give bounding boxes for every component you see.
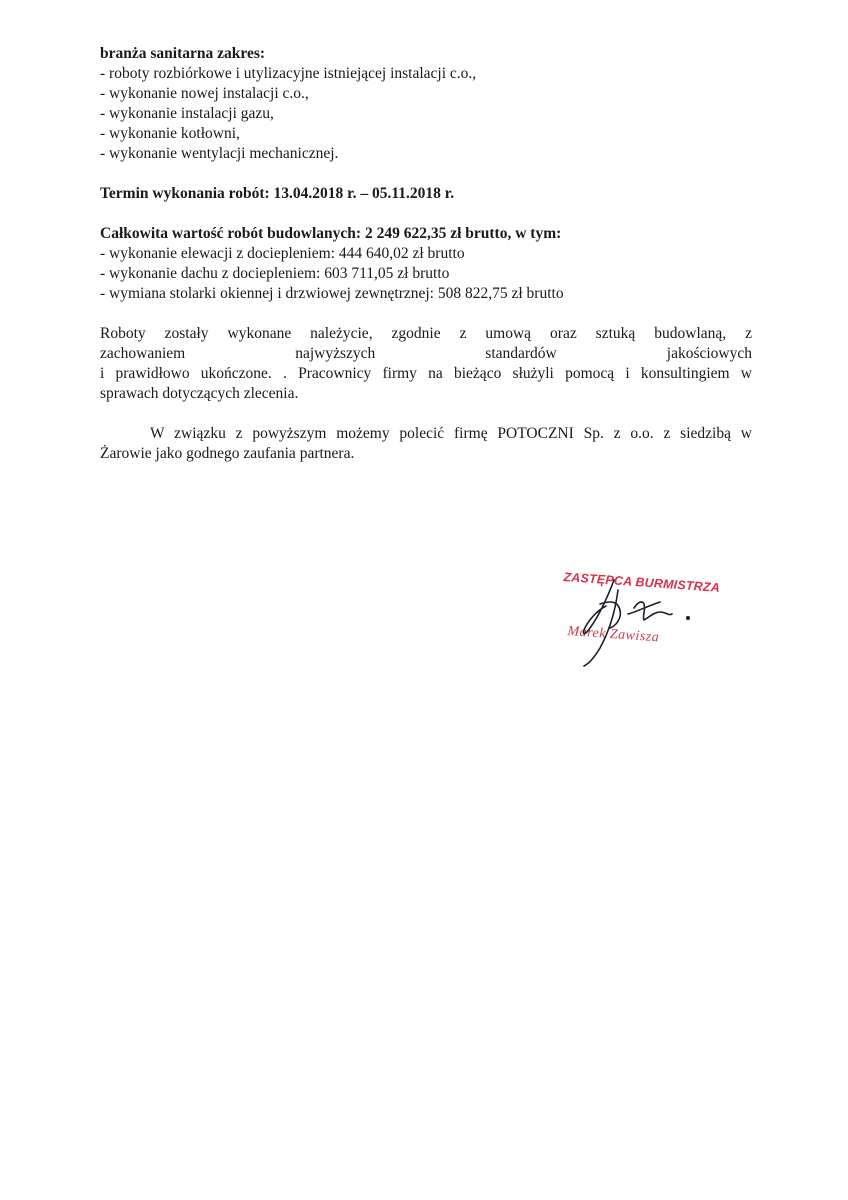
scope-item: - wykonanie kotłowni, (100, 125, 240, 142)
recommendation-line: Żarowie jako godnego zaufania partnera. (100, 445, 355, 462)
document-body (100, 44, 752, 464)
value-section (100, 224, 752, 304)
handwritten-signature-icon (556, 566, 756, 676)
value-heading: Całkowita wartość robót budowlanych: 2 249 622,35 zł brutto, w tym: (100, 225, 562, 242)
evaluation-line: zachowaniem najwyższych standardów jakościowych (100, 345, 752, 362)
evaluation-line: i prawidłowo ukończone. . Pracownicy firmy na bieżąco służyli pomocą i konsultingiem w (100, 365, 752, 382)
value-item: - wymiana stolarki okiennej i drzwiowej zewnętrznej: 508 822,75 zł brutto (100, 285, 564, 302)
recommendation-line: W związku z powyższym możemy polecić firmę POTOCZNI Sp. z o.o. z siedzibą w (150, 425, 752, 442)
scope-item: - wykonanie nowej instalacji c.o., (100, 85, 309, 102)
spacer (100, 164, 752, 184)
evaluation-paragraph (100, 324, 752, 404)
stamp-title: ZASTĘPCA BURMISTRZA (563, 570, 721, 595)
scope-item: - wykonanie wentylacji mechanicznej. (100, 145, 339, 162)
term-line: Termin wykonania robót: 13.04.2018 r. – 05.11.2018 r. (100, 185, 455, 202)
scope-item: - roboty rozbiórkowe i utylizacyjne istniejącej instalacji c.o., (100, 65, 477, 82)
scope-heading: branża sanitarna zakres: (100, 45, 266, 62)
spacer (100, 404, 752, 424)
scope-item: - wykonanie instalacji gazu, (100, 105, 274, 122)
evaluation-line: sprawach dotyczących zlecenia. (100, 385, 299, 402)
recommendation-paragraph (100, 424, 752, 464)
evaluation-line: Roboty zostały wykonane należycie, zgodnie z umową oraz sztuką budowlaną, z (100, 325, 752, 342)
signature-stamp (556, 566, 756, 676)
value-item: - wykonanie elewacji z dociepleniem: 444 640,02 zł brutto (100, 245, 465, 262)
spacer (100, 204, 752, 224)
stamp-name: Marek Zawisza (566, 624, 660, 646)
spacer (100, 304, 752, 324)
value-item: - wykonanie dachu z dociepleniem: 603 711,05 zł brutto (100, 265, 450, 282)
scope-section (100, 44, 752, 164)
